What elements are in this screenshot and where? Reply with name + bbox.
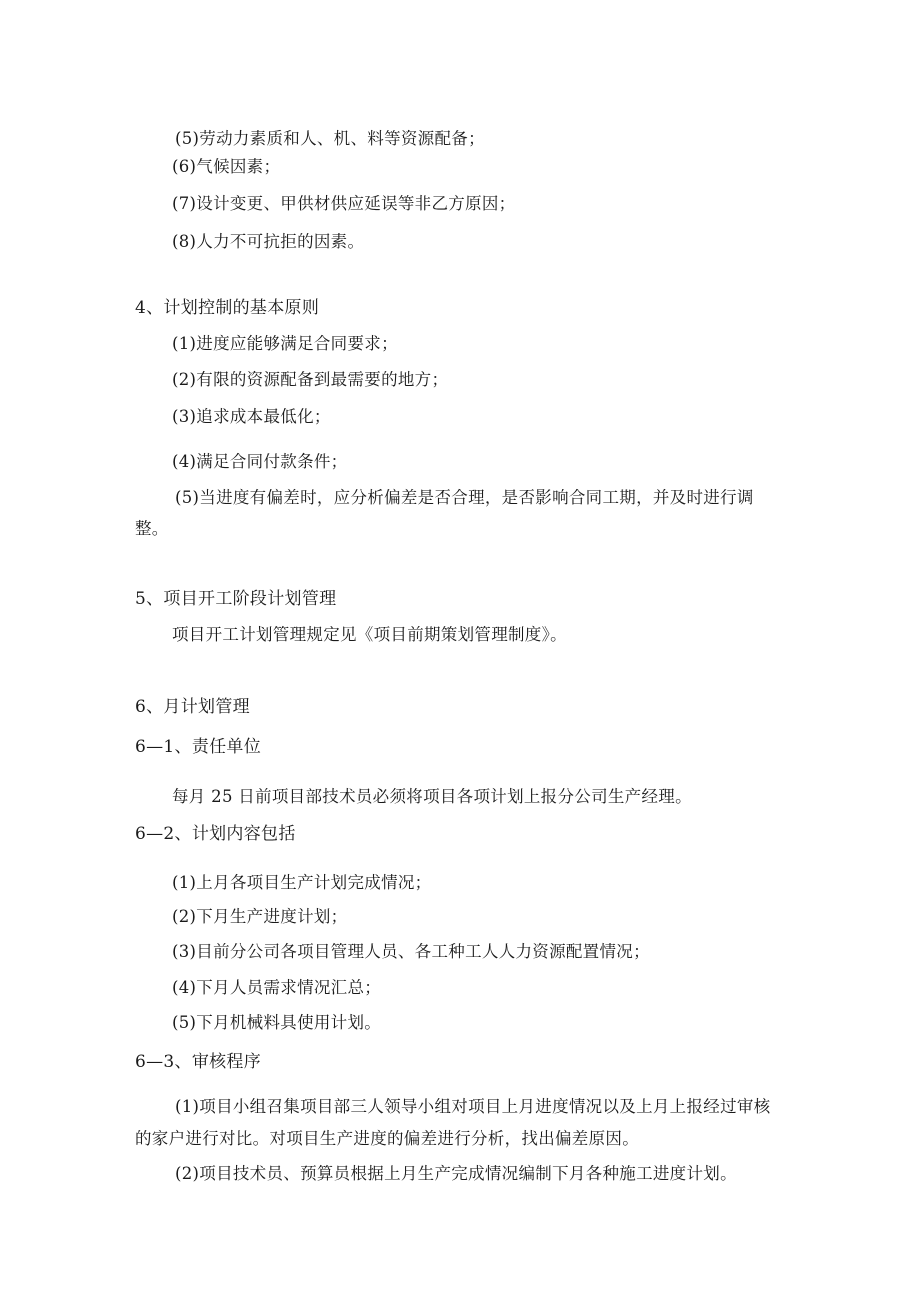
section-6-3-item-1: (1)项目小组召集项目部三人领导小组对项目上月进度情况以及上月上报经过审核: [175, 1097, 771, 1116]
section-5-body: 项目开工计划管理规定见《项目前期策划管理制度》。: [172, 625, 567, 644]
section-4-item-4: (4)满足合同付款条件；: [172, 452, 348, 471]
section-4-item-2: (2)有限的资源配备到最需要的地方；: [172, 370, 449, 389]
section-4-item-5-continued: 整。: [135, 519, 169, 538]
section-6-2-heading: 6—2、计划内容包括: [135, 824, 296, 844]
section-6-heading: 6、月计划管理: [135, 697, 250, 717]
list-item-7-design-change: (7)设计变更、甲供材供应延误等非乙方原因；: [172, 194, 516, 213]
section-6-2-item-4: (4)下月人员需求情况汇总；: [172, 978, 382, 997]
section-6-2-item-5: (5)下月机械料具使用计划。: [172, 1013, 382, 1032]
list-item-8-force-majeure: (8)人力不可抗拒的因素。: [172, 232, 365, 251]
list-item-6-climate: (6)气候因素；: [172, 157, 281, 176]
section-6-2-item-2: (2)下月生产进度计划；: [172, 907, 348, 926]
section-4-item-3: (3)追求成本最低化；: [172, 407, 331, 426]
section-6-3-item-2: (2)项目技术员、预算员根据上月生产完成情况编制下月各种施工进度计划。: [175, 1164, 737, 1183]
section-6-3-heading: 6—3、审核程序: [135, 1052, 262, 1072]
section-4-heading: 4、计划控制的基本原则: [135, 298, 320, 318]
section-6-1-heading: 6—1、责任单位: [135, 737, 262, 757]
section-6-1-body: 每月 25 日前项目部技术员必须将项目各项计划上报分公司生产经理。: [172, 787, 692, 806]
section-4-item-5: (5)当进度有偏差时，应分析偏差是否合理，是否影响合同工期，并及时进行调: [175, 488, 754, 507]
section-5-heading: 5、项目开工阶段计划管理: [135, 589, 337, 609]
list-item-5-labor: (5)劳动力素质和人、机、料等资源配备；: [175, 129, 485, 148]
section-6-2-item-1: (1)上月各项目生产计划完成情况；: [172, 873, 432, 892]
section-6-3-item-1-continued: 的家户进行对比。对项目生产进度的偏差进行分析，找出偏差原因。: [135, 1129, 639, 1148]
section-6-2-item-3: (3)目前分公司各项目管理人员、各工种工人人力资源配置情况；: [172, 942, 650, 961]
section-4-item-1: (1)进度应能够满足合同要求；: [172, 334, 398, 353]
